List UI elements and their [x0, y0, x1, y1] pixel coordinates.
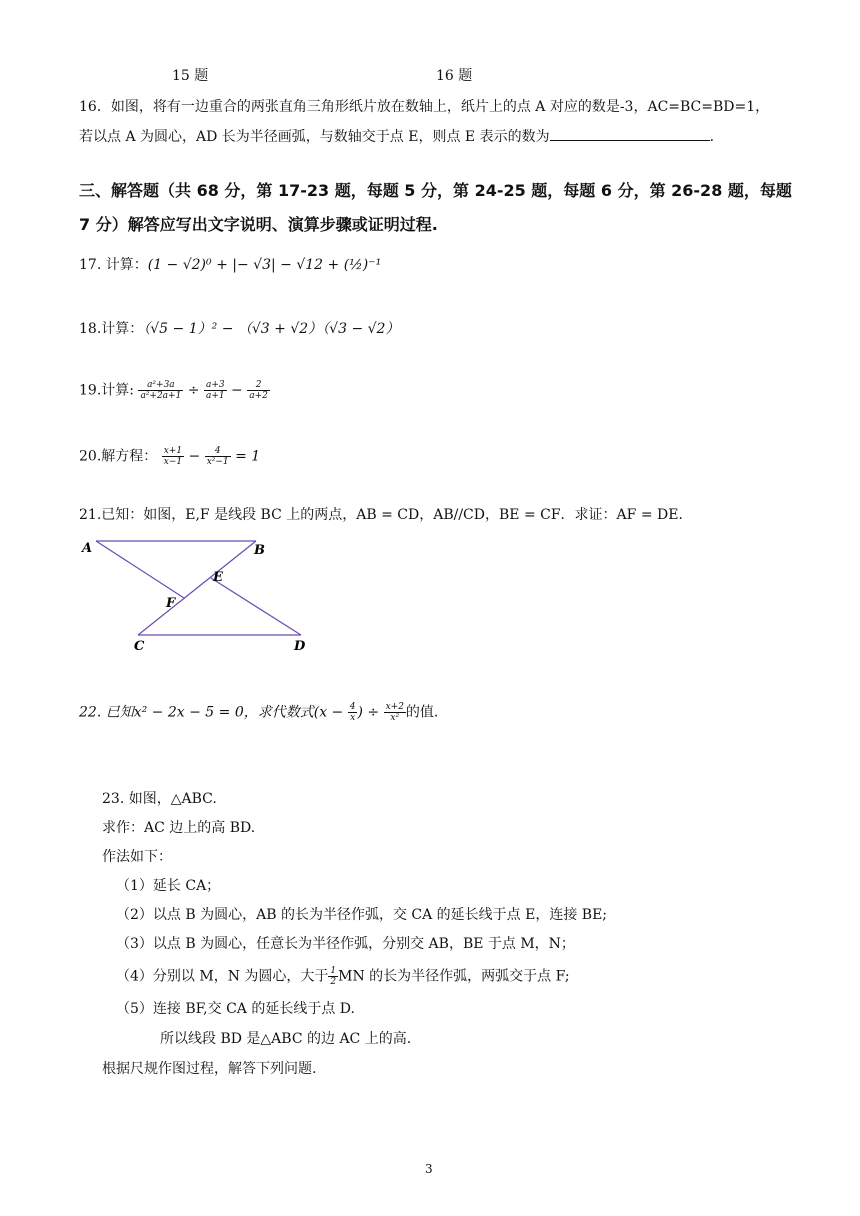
question-21: 21.已知：如图，E,F 是线段 BC 上的两点，AB = CD，AB//CD，BE = CF．求证：AF = DE． [79, 507, 693, 523]
question-23-step-4 [116, 966, 570, 987]
question-18 [79, 320, 399, 338]
question-16-line-2 [79, 128, 714, 146]
divide-sign: ÷ [367, 704, 380, 721]
question-17 [79, 256, 381, 274]
question-19-prefix: 19.计算: [79, 382, 134, 399]
question-23-step-1: （1）延长 CA； [116, 878, 221, 894]
question-22-prefix: 22. 已知x² − 2x − 5 = 0，求代数式 [79, 704, 314, 721]
question-21-figure [76, 534, 316, 659]
question-23-instruction: 根据尺规作图过程，解答下列问题. [102, 1061, 317, 1077]
minus-sign: − [231, 382, 243, 399]
divide-sign: ÷ [187, 382, 200, 399]
question-18-expression: （√5 − 1）² − （√3 + √2）（√3 − √2） [143, 321, 400, 337]
question-19-fraction-2: $\frac{a+3}{a+1}$ [205, 380, 225, 401]
segment-af [96, 541, 184, 598]
close-paren: ) [357, 704, 363, 721]
page-number: 3 [425, 1162, 433, 1176]
question-23-method-heading: 作法如下： [102, 849, 172, 865]
question-19-fraction-1: $\frac{\text{a²+3a}}{\text{a²+2a+1}}$ [140, 380, 182, 401]
question-20-rhs: = 1 [235, 448, 261, 465]
open-paren: (x − [313, 704, 344, 721]
question-17-expression: (1 − √2)⁰ + |− √3| − √12 + (½)⁻¹ [147, 257, 382, 273]
question-23-step-2: （2）以点 B 为圆心，AB 的长为半径作弧，交 CA 的延长线于点 E，连接 BE; [116, 907, 608, 923]
point-label-b: B [254, 543, 265, 558]
question-20-fraction-1: $\frac{x+1}{x-1}$ [163, 446, 183, 467]
one-half-fraction: $\frac{1}{2}$ [330, 966, 337, 987]
point-label-d: D [294, 639, 306, 654]
question-20-fraction-2: $\frac{4}{\text{x²−1}}$ [206, 446, 229, 467]
question-23-step-3: （3）以点 B 为圆心，任意长为半径作弧，分别交 AB，BE 于点 M，N； [116, 936, 575, 952]
question-23-title: 23. 如图，△ABC. [102, 791, 217, 807]
point-label-a: A [82, 541, 93, 556]
segment-ed [211, 578, 301, 635]
question-23-task: 求作：AC 边上的高 BD. [102, 820, 256, 836]
question-19-fraction-3: $\frac{2}{a+2}$ [249, 380, 268, 401]
question-22 [79, 702, 438, 723]
minus-sign: − [188, 448, 201, 465]
question-22-fraction-2: $\frac{x+2}{\text{x²}}$ [385, 702, 404, 723]
question-16-line-1: 16．如图，将有一边重合的两张直角三角形纸片放在数轴上，纸片上的点 A 对应的数是-3，AC=BC=BD=1， [79, 99, 770, 115]
section-3-heading-line-1: 三、解答题（共 68 分，第 17-23 题，每题 5 分，第 24-25 题，每题 6 分，第 26-28 题，每题 [79, 181, 792, 200]
figure-caption-16: 16 题 [436, 68, 473, 84]
question-16-text: 若以点 A 为圆心，AD 长为半径画弧，与数轴交于点 E，则点 E 表示的数为 [79, 129, 550, 145]
question-22-fraction-1: $\frac{4}{x}$ [349, 702, 356, 723]
point-label-f: F [166, 596, 176, 611]
question-19 [79, 380, 270, 401]
question-23-step-4-end: MN 的长为半径作弧，两弧交于点 F; [338, 968, 570, 985]
answer-blank [550, 128, 710, 141]
question-18-prefix: 18.计算： [79, 321, 144, 337]
question-17-prefix: 17. 计算： [79, 257, 148, 273]
question-23-step-5: （5）连接 BF,交 CA 的延长线于点 D. [116, 1001, 355, 1017]
question-23-conclusion: 所以线段 BD 是△ABC 的边 AC 上的高. [160, 1031, 412, 1047]
point-label-c: C [134, 639, 145, 654]
question-23-step-4-start: （4）分别以 M，N 为圆心，大于 [116, 968, 329, 985]
question-20-prefix: 20.解方程： [79, 448, 158, 465]
question-16-end: . [709, 129, 715, 145]
point-label-e: E [213, 570, 223, 585]
question-20 [79, 446, 260, 467]
figure-caption-15: 15 题 [172, 68, 209, 84]
question-22-suffix: 的值. [405, 704, 439, 721]
segment-bc [138, 541, 256, 635]
section-3-heading-line-2: 7 分）解答应写出文字说明、演算步骤或证明过程. [79, 215, 438, 234]
